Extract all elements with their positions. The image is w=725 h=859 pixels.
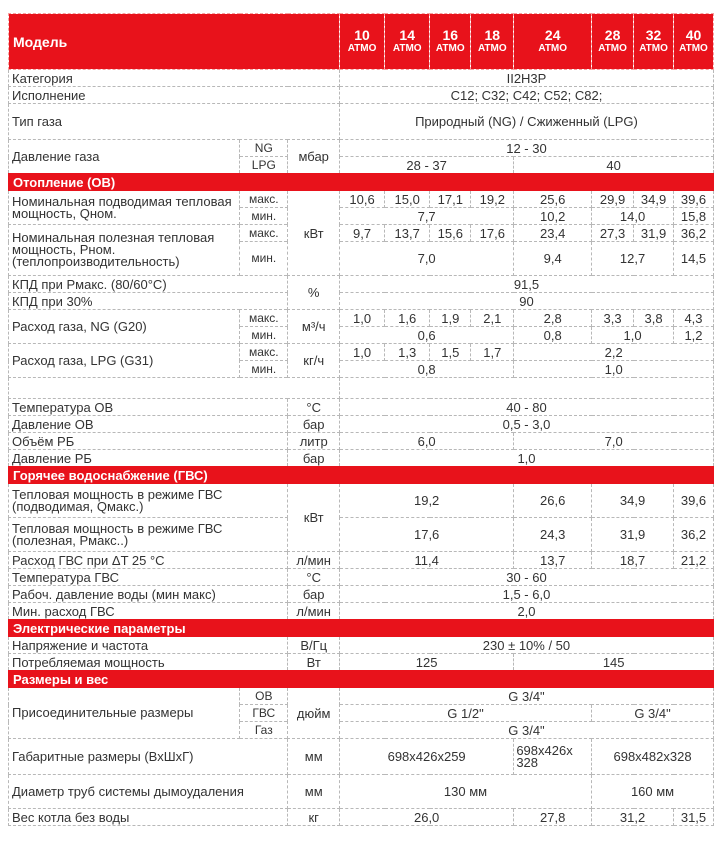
conn-gas-label: Газ — [240, 722, 288, 739]
dhw-input-b: 26,6 — [514, 484, 592, 518]
conn-gvs-value-a: G 1/2" — [339, 705, 591, 722]
eff-30-label: КПД при 30% — [9, 293, 288, 310]
output-power-max-14: 13,7 — [385, 225, 430, 242]
tank-pressure-row — [9, 450, 714, 467]
output-power-max-label: макс. — [240, 225, 288, 242]
dhw-flow-c: 18,7 — [592, 552, 674, 569]
weight-c: 31,2 — [592, 809, 674, 826]
conn-gvs-value-b: G 3/4" — [592, 705, 714, 722]
weight-row — [9, 809, 714, 826]
dhw-pressure-row — [9, 586, 714, 603]
dhw-min-flow-label: Мин. расход ГВС — [9, 603, 288, 620]
heating-pressure-label: Давление ОВ — [9, 416, 288, 433]
dhw-input-label: Тепловая мощность в режиме ГВС (подводимая, Qмакс.) — [9, 484, 288, 518]
gas-lpg-min-a: 0,8 — [339, 361, 513, 378]
dims-section — [9, 671, 714, 688]
power-row — [9, 654, 714, 671]
output-power-max-32: 31,9 — [634, 225, 674, 242]
dhw-flow-a: 11,4 — [339, 552, 513, 569]
heating-pressure-row — [9, 416, 714, 433]
voltage-unit: В/Гц — [288, 637, 340, 654]
tank-volume-unit: литр — [288, 433, 340, 450]
tank-volume-row — [9, 433, 714, 450]
dhw-flow-d: 21,2 — [674, 552, 714, 569]
gas-type-row — [9, 104, 714, 140]
heating-title: Отопление (ОВ) — [9, 174, 714, 191]
gas-lpg-row-max — [9, 344, 714, 361]
overall-unit: мм — [288, 739, 340, 775]
gas-lpg-min-label: мин. — [240, 361, 288, 378]
model-18: 18 ATMO — [471, 14, 514, 70]
dhw-temp-unit: °C — [288, 569, 340, 586]
gas-pressure-lpg-value-a: 28 - 37 — [339, 157, 513, 174]
execution-row — [9, 87, 714, 104]
heating-temp-value: 40 - 80 — [339, 399, 713, 416]
overall-c: 698x482x328 — [592, 739, 714, 775]
dhw-input-c: 34,9 — [592, 484, 674, 518]
dhw-min-flow-value: 2,0 — [339, 603, 713, 620]
input-power-max-24: 25,6 — [514, 191, 592, 208]
dhw-flow-b: 13,7 — [514, 552, 592, 569]
input-power-max-28: 29,9 — [592, 191, 634, 208]
execution-value: C12; C32; C42; C52; C82; — [339, 87, 713, 104]
gas-ng-min-a: 0,6 — [339, 327, 513, 344]
model-label: Модель — [9, 14, 340, 70]
gas-ng-label: Расход газа, NG (G20) — [9, 310, 240, 344]
input-power-max-10: 10,6 — [339, 191, 384, 208]
eff-max-value: 91,5 — [339, 276, 713, 293]
input-power-row-max — [9, 191, 714, 208]
dhw-output-c: 31,9 — [592, 518, 674, 552]
gas-ng-min-d: 1,2 — [674, 327, 714, 344]
heating-section — [9, 174, 714, 191]
dhw-output-a: 17,6 — [339, 518, 513, 552]
gas-type-value: Природный (NG) / Сжиженный (LPG) — [339, 104, 713, 140]
category-label: Категория — [9, 70, 340, 87]
gas-ng-max-14: 1,6 — [385, 310, 430, 327]
tank-pressure-value: 1,0 — [339, 450, 713, 467]
heating-pressure-value: 0,5 - 3,0 — [339, 416, 713, 433]
input-power-max-18: 19,2 — [471, 191, 514, 208]
flue-row — [9, 775, 714, 809]
output-power-min-label: мин. — [240, 242, 288, 276]
gas-lpg-max-16: 1,5 — [430, 344, 471, 361]
dhw-flow-label: Расход ГВС при ΔT 25 °C — [9, 552, 288, 569]
spacer-cell — [9, 378, 340, 399]
input-power-min-d: 15,8 — [674, 208, 714, 225]
dhw-flow-row — [9, 552, 714, 569]
power-unit: Вт — [288, 654, 340, 671]
execution-label: Исполнение — [9, 87, 340, 104]
weight-unit: кг — [288, 809, 340, 826]
power-value-a: 125 — [339, 654, 513, 671]
gas-lpg-max-label: макс. — [240, 344, 288, 361]
model-40: 40 ATMO — [674, 14, 714, 70]
input-power-min-a: 7,7 — [339, 208, 513, 225]
conn-ov-value: G 3/4" — [339, 688, 713, 705]
weight-label: Вес котла без воды — [9, 809, 288, 826]
output-power-max-40: 36,2 — [674, 225, 714, 242]
input-power-max-40: 39,6 — [674, 191, 714, 208]
eff-30-row — [9, 293, 714, 310]
dhw-temp-label: Температура ГВС — [9, 569, 288, 586]
voltage-label: Напряжение и частота — [9, 637, 288, 654]
model-10: 10 ATMO — [339, 14, 384, 70]
gas-ng-max-24: 2,8 — [514, 310, 592, 327]
heating-temp-row — [9, 399, 714, 416]
conn-ov-row — [9, 688, 714, 705]
eff-30-value: 90 — [339, 293, 713, 310]
power-value-b: 145 — [514, 654, 714, 671]
overall-label: Габаритные размеры (ВхШхГ) — [9, 739, 288, 775]
gas-lpg-max-14: 1,3 — [385, 344, 430, 361]
voltage-row — [9, 637, 714, 654]
dhw-min-flow-row — [9, 603, 714, 620]
input-power-min-label: мин. — [240, 208, 288, 225]
dhw-output-d: 36,2 — [674, 518, 714, 552]
weight-d: 31,5 — [674, 809, 714, 826]
spec-table — [8, 13, 714, 826]
output-power-row-max — [9, 225, 714, 242]
voltage-value: 230 ± 10% / 50 — [339, 637, 713, 654]
gas-pressure-row-ng — [9, 140, 714, 157]
gas-ng-unit: м³/ч — [288, 310, 340, 344]
dhw-pressure-unit: бар — [288, 586, 340, 603]
heating-temp-label: Температура ОВ — [9, 399, 288, 416]
category-row — [9, 70, 714, 87]
output-power-max-16: 15,6 — [430, 225, 471, 242]
gas-type-label: Тип газа — [9, 104, 340, 140]
gas-pressure-lpg-label: LPG — [240, 157, 288, 174]
dhw-pressure-label: Рабоч. давление воды (мин макс) — [9, 586, 288, 603]
electric-title: Электрические параметры — [9, 620, 714, 637]
weight-b: 27,8 — [514, 809, 592, 826]
output-power-min-c: 12,7 — [592, 242, 674, 276]
overall-b: 698x426x 328 — [514, 739, 592, 775]
input-power-max-16: 17,1 — [430, 191, 471, 208]
spacer-row — [9, 378, 714, 399]
gas-ng-max-18: 2,1 — [471, 310, 514, 327]
tank-pressure-unit: бар — [288, 450, 340, 467]
gas-lpg-max-10: 1,0 — [339, 344, 384, 361]
gas-ng-min-label: мин. — [240, 327, 288, 344]
output-power-min-d: 14,5 — [674, 242, 714, 276]
gas-ng-max-16: 1,9 — [430, 310, 471, 327]
model-28: 28 ATMO — [592, 14, 634, 70]
flue-a: 130 мм — [339, 775, 591, 809]
overall-a: 698x426x259 — [339, 739, 513, 775]
model-32: 32 ATMO — [634, 14, 674, 70]
output-power-max-18: 17,6 — [471, 225, 514, 242]
tank-volume-label: Объём РБ — [9, 433, 288, 450]
dhw-temp-value: 30 - 60 — [339, 569, 713, 586]
flue-b: 160 мм — [592, 775, 714, 809]
heating-kw-unit: кВт — [288, 191, 340, 276]
dhw-input-row — [9, 484, 714, 518]
gas-pressure-label: Давление газа — [9, 140, 240, 174]
connections-unit: дюйм — [288, 688, 340, 739]
output-power-label: Номинальная полезная тепловая мощность, Pном. (теплопроизводительность) — [9, 225, 240, 276]
dhw-output-label: Тепловая мощность в режиме ГВС (полезная, Pмакс..) — [9, 518, 288, 552]
model-14: 14 ATMO — [385, 14, 430, 70]
conn-gas-value: G 3/4" — [339, 722, 713, 739]
power-label: Потребляемая мощность — [9, 654, 288, 671]
dhw-output-b: 24,3 — [514, 518, 592, 552]
connections-label: Присоединительные размеры — [9, 688, 240, 739]
gas-ng-max-32: 3,8 — [634, 310, 674, 327]
gas-ng-max-40: 4,3 — [674, 310, 714, 327]
flue-label: Диаметр труб системы дымоудаления — [9, 775, 288, 809]
gas-ng-max-10: 1,0 — [339, 310, 384, 327]
gas-lpg-max-18: 1,7 — [471, 344, 514, 361]
dims-title: Размеры и вес — [9, 671, 714, 688]
gas-pressure-unit: мбар — [288, 140, 340, 174]
conn-ov-label: ОВ — [240, 688, 288, 705]
dhw-kw-unit: кВт — [288, 484, 340, 552]
gas-pressure-ng-label: NG — [240, 140, 288, 157]
heating-temp-unit: °C — [288, 399, 340, 416]
dhw-section — [9, 467, 714, 484]
dhw-output-row — [9, 518, 714, 552]
gas-lpg-unit: кг/ч — [288, 344, 340, 378]
gas-ng-max-28: 3,3 — [592, 310, 634, 327]
eff-max-row — [9, 276, 714, 293]
output-power-min-b: 9,4 — [514, 242, 592, 276]
category-value: II2H3P — [339, 70, 713, 87]
gas-ng-min-b: 0,8 — [514, 327, 592, 344]
input-power-max-32: 34,9 — [634, 191, 674, 208]
eff-max-label: КПД при Pмакс. (80/60°C) — [9, 276, 288, 293]
model-24: 24 ATMO — [514, 14, 592, 70]
header-row — [9, 14, 714, 70]
dhw-input-d: 39,6 — [674, 484, 714, 518]
dhw-title: Горячее водоснабжение (ГВС) — [9, 467, 714, 484]
output-power-max-10: 9,7 — [339, 225, 384, 242]
tank-volume-value-b: 7,0 — [514, 433, 714, 450]
dhw-temp-row — [9, 569, 714, 586]
input-power-max-14: 15,0 — [385, 191, 430, 208]
input-power-min-c: 14,0 — [592, 208, 674, 225]
electric-section — [9, 620, 714, 637]
gas-lpg-min-b: 1,0 — [514, 361, 714, 378]
dhw-flow-unit: л/мин — [288, 552, 340, 569]
output-power-min-a: 7,0 — [339, 242, 513, 276]
input-power-max-label: макс. — [240, 191, 288, 208]
flue-unit: мм — [288, 775, 340, 809]
output-power-max-28: 27,3 — [592, 225, 634, 242]
gas-ng-row-max — [9, 310, 714, 327]
gas-pressure-ng-value: 12 - 30 — [339, 140, 713, 157]
heating-pressure-unit: бар — [288, 416, 340, 433]
dhw-min-flow-unit: л/мин — [288, 603, 340, 620]
gas-ng-max-label: макс. — [240, 310, 288, 327]
overall-row — [9, 739, 714, 775]
gas-ng-min-c: 1,0 — [592, 327, 674, 344]
gas-pressure-lpg-value-b: 40 — [514, 157, 714, 174]
tank-volume-value-a: 6,0 — [339, 433, 513, 450]
output-power-max-24: 23,4 — [514, 225, 592, 242]
gas-lpg-max-24-40: 2,2 — [514, 344, 714, 361]
spacer-cell — [339, 378, 713, 399]
dhw-input-a: 19,2 — [339, 484, 513, 518]
model-16: 16 ATMO — [430, 14, 471, 70]
gas-lpg-label: Расход газа, LPG (G31) — [9, 344, 240, 378]
weight-a: 26,0 — [339, 809, 513, 826]
input-power-min-b: 10,2 — [514, 208, 592, 225]
eff-unit: % — [288, 276, 340, 310]
tank-pressure-label: Давление РБ — [9, 450, 288, 467]
dhw-pressure-value: 1,5 - 6,0 — [339, 586, 713, 603]
input-power-label: Номинальная подводимая тепловая мощность, Qном. — [9, 191, 240, 225]
conn-gvs-label: ГВС — [240, 705, 288, 722]
